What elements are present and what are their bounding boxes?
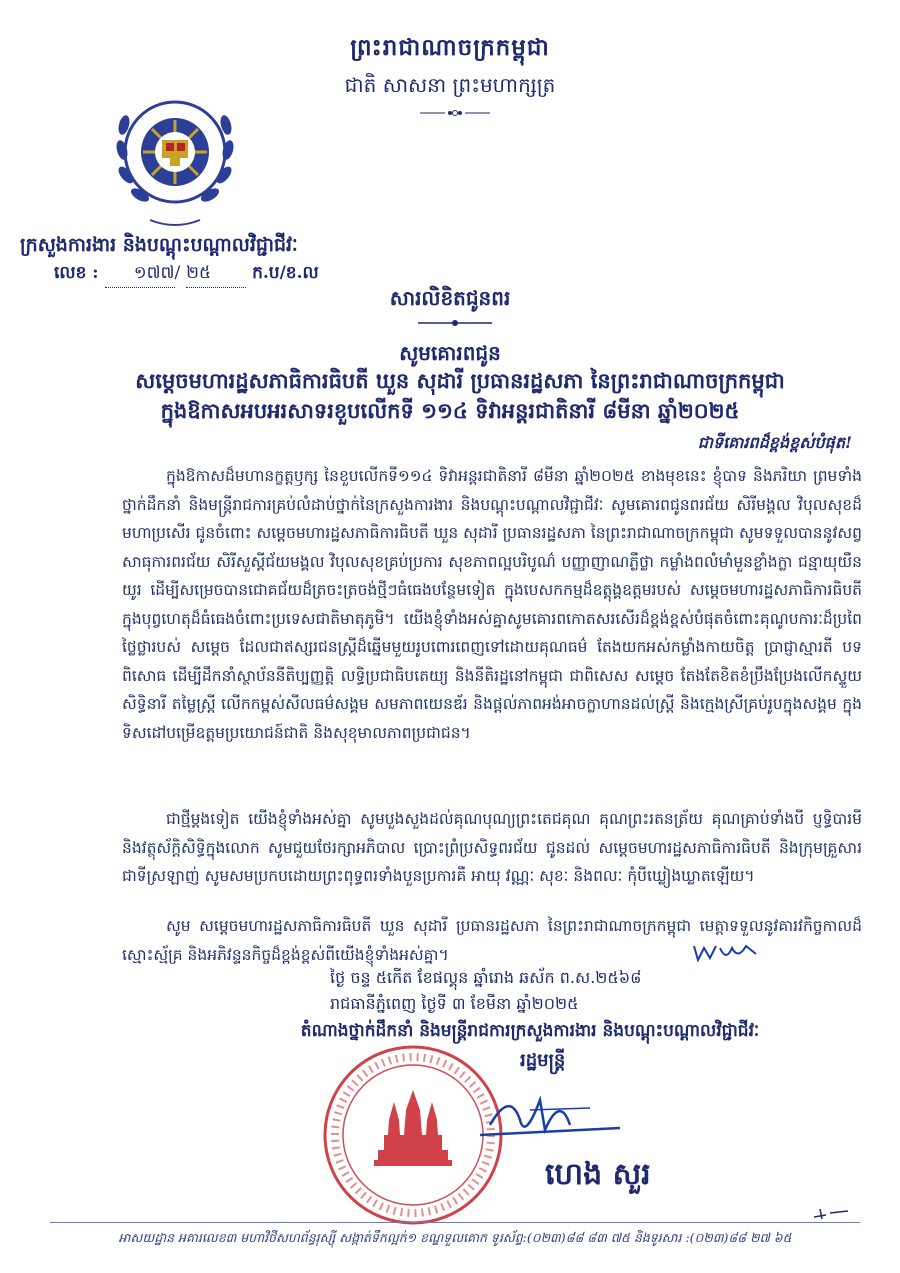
ornamental-divider (418, 318, 492, 328)
ministry-seal-icon (100, 80, 250, 230)
body-paragraph-2: ជាថ្មីម្តងទៀត យើងខ្ញុំទាំងអស់គ្នា សូមបួងសួងដល់គុណបុណ្យព្រះតេជគុណ គុណព្រះរតនត្រ័យ គុណគ្រាប់ទាំងបី ប្ញទ្ធិបារមី និងវត្ថុស័ក្តិសិទ្ធិក្នុងលោក សូមជួយថែរក្សាអភិបាល ប្រោះព្រំប្រសិទ្ធពរជ័យ ជូនដល់ សម្តេចមហារដ្ឋសភាធិការធិបតី និងក្រុមគ្រួសារជាទីស្រឡាញ់ សូមសមប្រកបដោយព្រះពុទ្ធពរទាំងបួនប្រការគឺ អាយុ វណ្ណៈ សុខៈ និងពលៈ កុំបីឃ្លៀងឃ្លាតឡើយ។ (122, 810, 862, 885)
signatory-title: តំណាងថ្នាក់ដឹកនាំ និងមន្ត្រីរាជការក្រសួងការងារ និងបណ្តុះបណ្តាលវិជ្ជាជីវៈ (300, 1021, 760, 1041)
reference-label: លេខ : (54, 263, 99, 283)
lunar-date: ថ្ងៃ ចន្ទ ៥កើត ខែផល្គុន ឆ្នាំរោង ឆស័ក ព.ស.២៥៦៨ (330, 968, 642, 987)
respect-heading: សូមគោរពជូន (399, 341, 501, 365)
letter-title: សារលិខិតជូនពរ (389, 286, 511, 310)
addressee-line-2: ក្នុងឱកាសអបអរសាទរខួបលើកទី ១១៤ ទិវាអន្តរជាតិនារី ៨មីនា ឆ្នាំ២០២៥ (160, 398, 740, 423)
addressee-line-1: សម្តេចមហារដ្ឋសភាធិការធិបតី ឃួន សុដារី ប្រធានរដ្ឋសភា នៃព្រះរាជាណាចក្រកម្ពុជា (135, 368, 785, 393)
national-motto: ជាតិ សាសនា ព្រះមហាក្សត្រ (344, 73, 556, 97)
minister-position: រដ្ឋមន្ត្រី (520, 1050, 566, 1071)
greeting-salutation: ជាទីគោរពដ៏ខ្ពង់ខ្ពស់បំផុត! (697, 433, 852, 452)
reference-year: ២៥ (186, 262, 246, 288)
body-paragraph-1: ក្នុងឱកាសដ៏មហានក្ខត្តឫក្ស នៃខួបលើកទី១១៤ ទិវាអន្តរជាតិនារី ៨មីនា ឆ្នាំ២០២៥ ខាងមុខនេះ ខ្ញុំបាទ និងភរិយា ព្រមទាំងថ្នាក់ដឹកនាំ និងមន្ត្រីរាជការគ្រប់លំដាប់ថ្នាក់នៃក្រសួងការងារ និងបណ្តុះបណ្តាលវិជ្ជាជីវៈ សូមគោរពជូនពរជ័យ សិរីមង្គល វិបុលសុខដ៏មហាប្រសើរ ជូនចំពោះ សម្តេចមហារដ្ឋសភាធិការធិបតី ឃួន សុដារី ប្រធានរដ្ឋសភា នៃព្រះរាជាណាចក្រកម្ពុជា សូមទទួលបាននូវសព្វសាធុការពរជ័យ សិរីសួស្តីជ័យមង្គល វិបុលសុខគ្រប់ប្រការ សុខភាពល្អបរិបូណ៌ បញ្ញាញាណភ្លឺថ្លា កម្លាំងពលំមាំមួនខ្លាំងក្លា ជន្មាយុយឺនយូរ ដើម្បីសម្រេចបានជោគជ័យដ៏ត្រចះត្រចង់ថ្មីៗធំធេងបន្ថែមទៀត ក្នុងបេសកកម្មដ៏ឧត្តុង្គឧត្តមរបស់ សម្តេចមហារដ្ឋសភាធិការធិបតី ក្នុងបុព្វហេតុដ៏ធំធេងចំពោះប្រទេសជាតិមាតុភូមិ។ យើងខ្ញុំទាំងអស់គ្នាសូមគោរពកោតសរសើរដ៏ខ្ពង់ខ្ពស់បំផុតចំពោះគុណូបការៈដ៏ប្រពៃថ្លៃថ្លារបស់ សម្តេច ដែលជាឥស្សរជនស្ត្រីដ៏ឆ្នើមមួយរូបពោរពេញទៅដោយគុណធម៌ តែងយកអស់កម្លាំងកាយចិត្ត ប្រាជ្ញាស្មារតី បទពិសោធ ដើម្បីដឹកនាំស្ថាប័ននីតិប្បញ្ញត្តិ លទ្ធិប្រជាធិបតេយ្យ និងនីតិរដ្ឋនៅកម្ពុជា ជាពិសេស សម្តេច តែងតែខិតខំប្រឹងប្រែងលើកស្ទួយសិទ្ធិនារី តម្លៃស្ត្រី លើកកម្ពស់សីលធម៌សង្គម សមភាពយេនឌ័រ និងផ្តល់ភាពអង់អាចក្លាហានដល់ស្ត្រី និងក្មេងស្រីគ្រប់រូបក្នុងសង្គម ក្នុងទិសដៅបម្រើឧត្តមប្រយោជន៍ជាតិ និងសុខុមាលភាពប្រជាជន។ (122, 467, 862, 742)
footer-address: អាសយដ្ឋាន អគារលេខ៣ មហាវិថីសហព័ន្ធរុស្ស៊ី សង្កាត់ទឹកល្អក់១ ខណ្ឌទួលគោក ទូរស័ព្ទ:(០២៣)៨៨ ៨៣ ៧៥ និងទូរសារ :(០២៣)៨៨ ២៧ ៦៥ (118, 1230, 792, 1245)
reference-number: លេខ : ១៧៧/ ២៥ ក.ប/ខ.ល (54, 262, 319, 288)
signer-name: ហេង សួរ (545, 1157, 651, 1192)
kingdom-heading: ព្រះរាជាណាចក្រកម្ពុជា (350, 34, 550, 61)
reference-code: ក.ប/ខ.ល (252, 263, 319, 283)
solar-date: រាជធានីភ្នំពេញ ថ្ងៃទី ៣ ខែមីនា ឆ្នាំ២០២៥ (330, 994, 579, 1013)
scribble-mark-icon (812, 1205, 852, 1221)
handwritten-signature-icon (470, 1080, 630, 1150)
reference-number-value: ១៧៧ (105, 262, 175, 288)
ornamental-divider (420, 108, 490, 118)
handwritten-initials-icon (690, 940, 760, 964)
ministry-name: ក្រសួងការងារ និងបណ្តុះបណ្តាលវិជ្ជាជីវៈ (20, 234, 298, 256)
footer-divider (50, 1222, 860, 1223)
body-paragraph-3: សូម សម្តេចមហារដ្ឋសភាធិការធិបតី ឃួន សុដារី ប្រធានរដ្ឋសភា នៃព្រះរាជាណាចក្រកម្ពុជា មេត្តាទទួលនូវគារវកិច្ចកាលដ៏ស្មោះស្ម័គ្រ និងអភិវន្ទនកិច្ចដ៏ខ្ពង់ខ្ពស់ពីយើងខ្ញុំទាំងអស់គ្នា។ (122, 917, 862, 964)
